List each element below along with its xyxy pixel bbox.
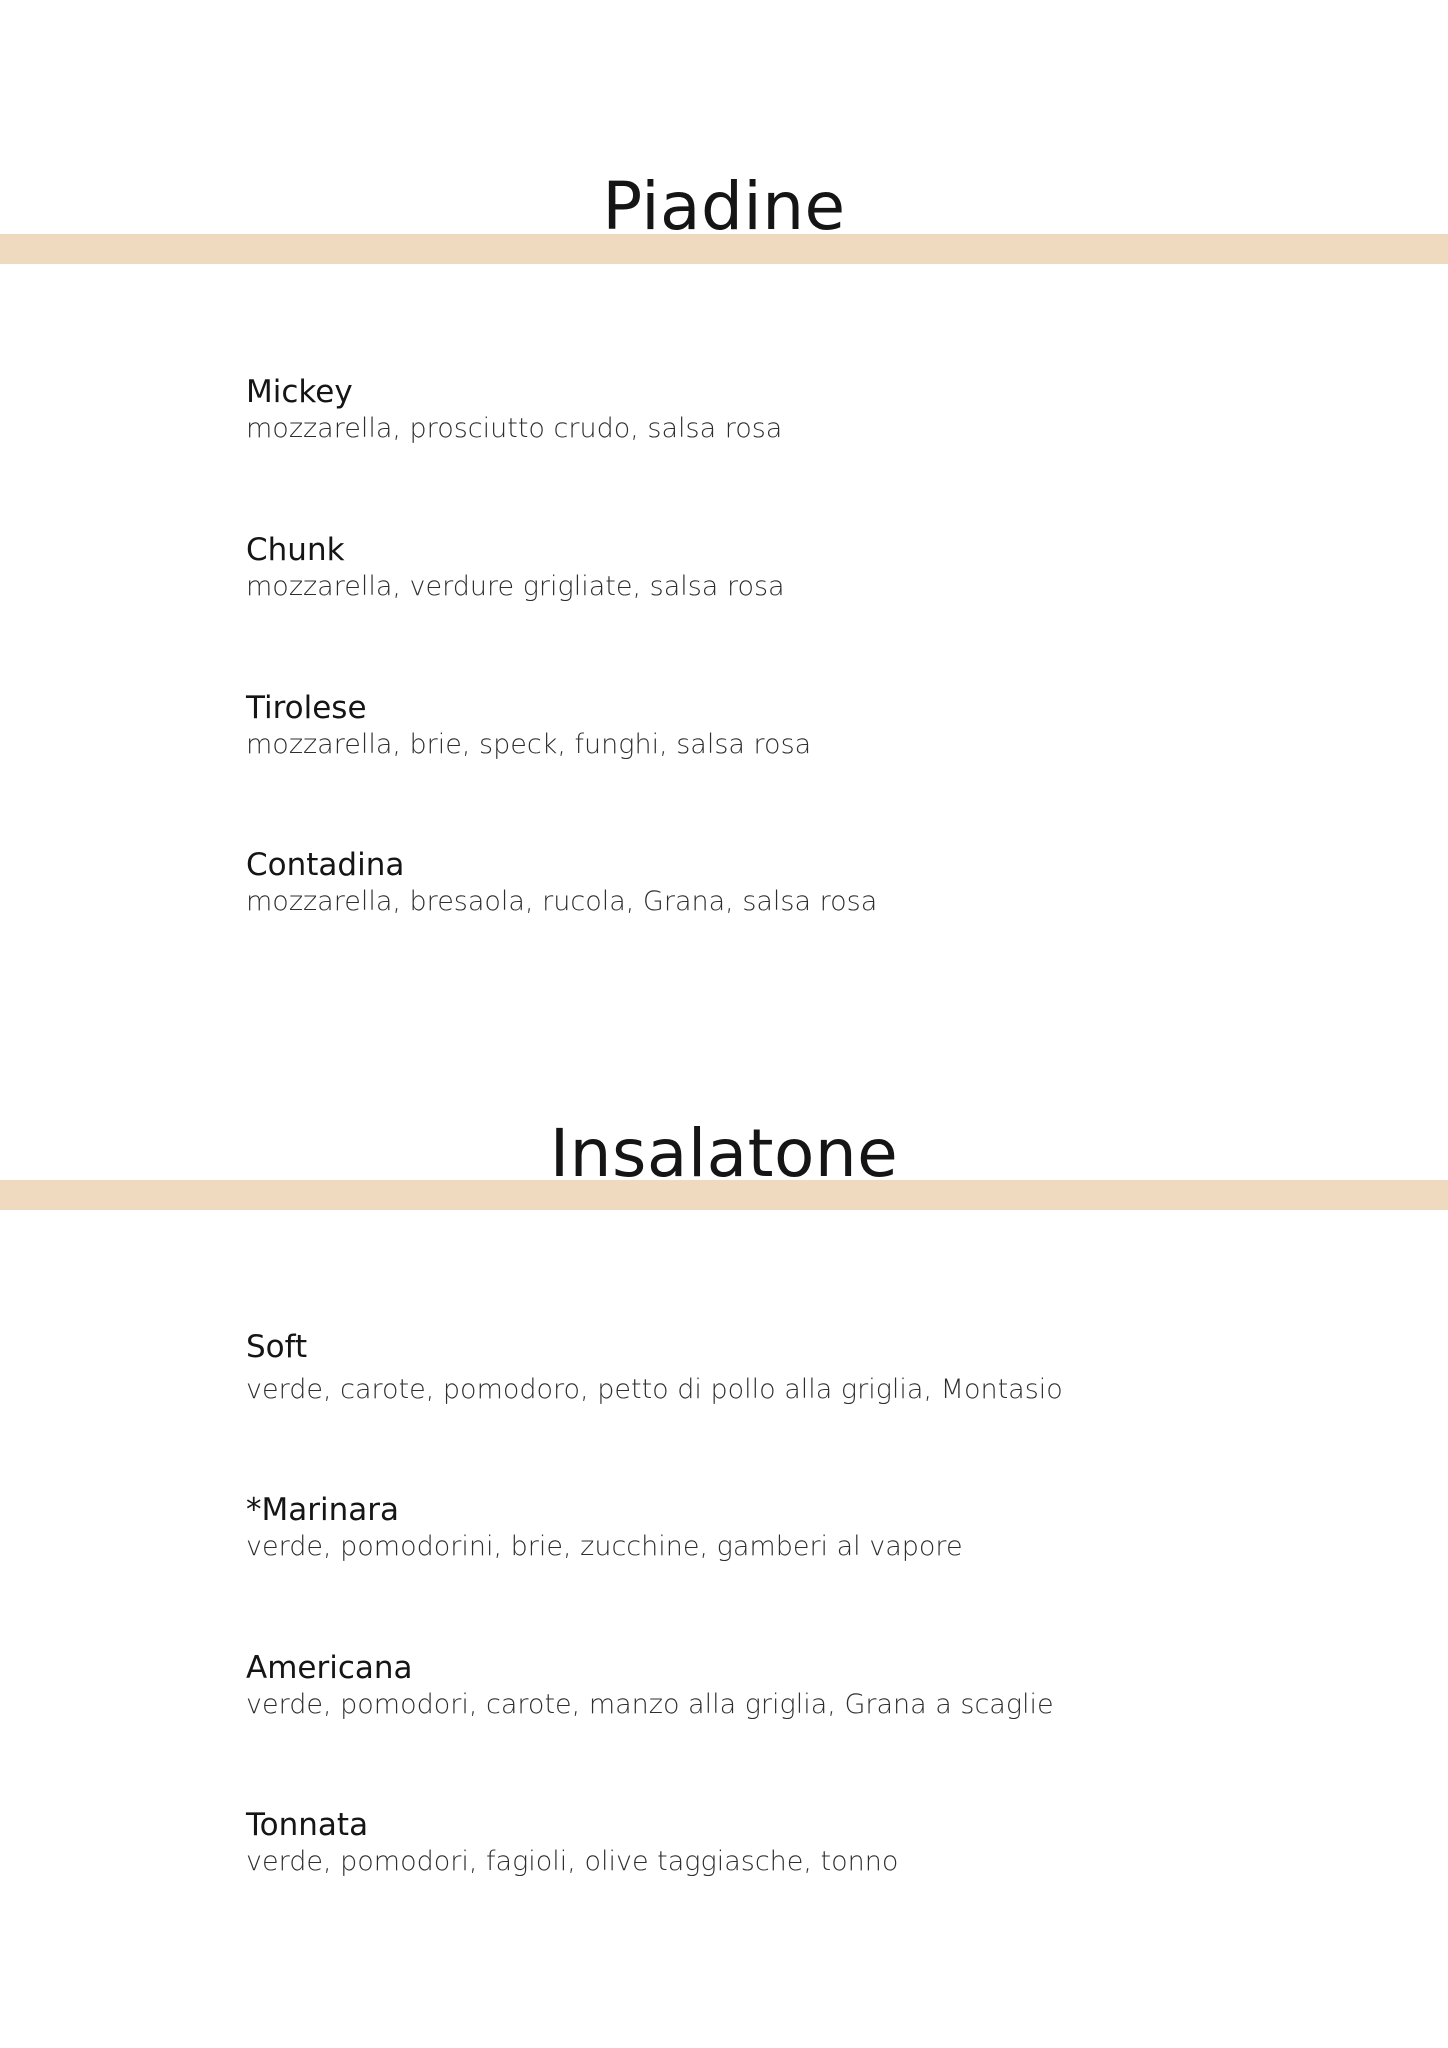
menu-item-description: mozzarella, prosciutto crudo, salsa rosa (246, 413, 783, 444)
menu-item (246, 1328, 1346, 1408)
menu-item-name: Contadina (246, 847, 405, 883)
menu-item-name: *Marinara (246, 1492, 399, 1528)
menu-item (246, 1649, 1346, 1723)
section-title: Piadine (602, 168, 846, 245)
menu-item-description: verde, pomodori, carote, manzo alla griglia, Grana a scaglie (246, 1689, 1054, 1720)
menu-item (246, 1491, 1346, 1565)
menu-item-description: mozzarella, verdure grigliate, salsa rosa (246, 571, 785, 602)
menu-item-name: Tirolese (246, 690, 367, 726)
menu-item (246, 373, 1346, 447)
menu-item-description: mozzarella, bresaola, rucola, Grana, salsa rosa (246, 886, 878, 917)
menu-item-description: mozzarella, brie, speck, funghi, salsa rosa (246, 729, 812, 760)
menu-item-name: Americana (246, 1650, 413, 1686)
menu-item (246, 689, 1346, 763)
menu-item-name: Soft (246, 1329, 308, 1365)
menu-item (246, 846, 1346, 920)
menu-item-name: Chunk (246, 532, 345, 568)
menu-item (246, 531, 1346, 605)
menu-item-name: Mickey (246, 374, 353, 410)
menu-item (246, 1806, 1346, 1880)
menu-item-description: verde, pomodori, fagioli, olive taggiasche, tonno (246, 1846, 899, 1877)
menu-item-description: verde, carote, pomodoro, petto di pollo alla griglia, Montasio (246, 1374, 1063, 1405)
menu-item-name: Tonnata (246, 1807, 369, 1843)
section-title: Insalatone (549, 1115, 899, 1192)
menu-item-description: verde, pomodorini, brie, zucchine, gamberi al vapore (246, 1531, 963, 1562)
